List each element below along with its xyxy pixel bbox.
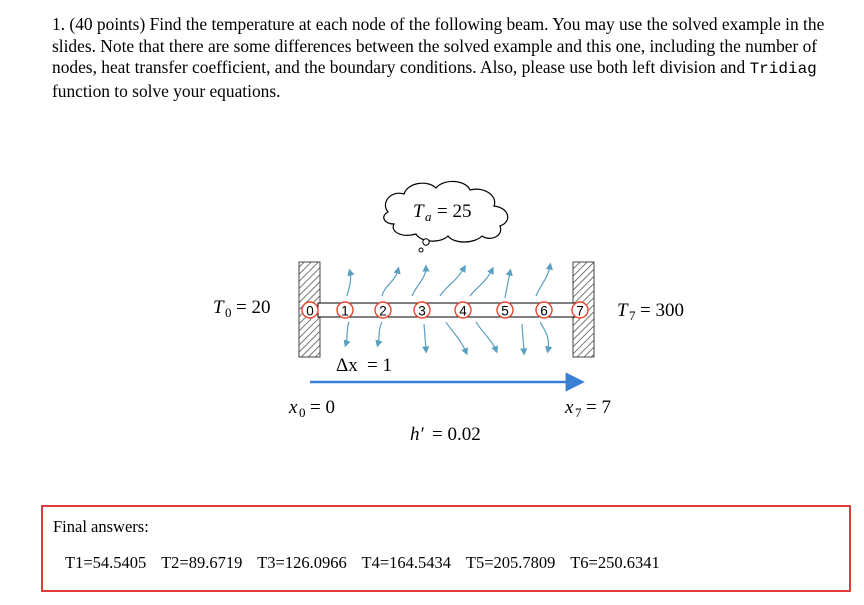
heat-arrows-down [346,322,549,352]
h-symbol: h′ [410,424,424,445]
answer-t5: T5=205.7809 [465,553,556,572]
answer-t2: T2=89.6719 [161,553,243,572]
node-4 [455,302,471,319]
node-label-1: 1 [341,303,349,319]
left-temp-subscript: 0 [225,305,232,320]
heat-arrows-up [347,266,550,298]
node-6 [536,302,552,319]
answer-t3: T3=126.0966 [257,553,347,572]
ambient-subscript: a [425,209,432,224]
final-answers-values [65,553,671,573]
node-2 [375,302,391,319]
node-1 [337,302,353,319]
problem-body-end: function to solve your equations. [52,80,281,101]
node-label-6: 6 [540,303,548,319]
ambient-value: = 25 [437,201,472,222]
node-label-7: 7 [576,303,584,319]
final-answers-box [41,505,851,592]
answer-t4: T4=164.5434 [361,553,452,572]
left-temp-value: = 20 [236,297,271,318]
x-end-subscript: 7 [575,405,582,420]
dx-symbol: Δx [336,355,358,376]
ambient-symbol: T [413,201,424,222]
node-label-5: 5 [501,303,509,319]
answer-t1: T1=54.5405 [65,553,147,572]
final-answers-title: Final answers: [53,517,149,536]
x-end-symbol: x [565,397,574,418]
node-5 [497,302,513,319]
right-temp-value: = 300 [640,300,684,321]
node-3 [414,302,430,319]
x-start-value: = 0 [310,397,335,418]
node-label-2: 2 [379,303,387,319]
node-0 [302,302,318,319]
x-end-value: = 7 [586,397,611,418]
answer-t6: T6=250.6341 [570,553,660,572]
node-label-3: 3 [418,303,426,319]
x-start-symbol: x [289,397,298,418]
right-temp-symbol: T [617,300,628,321]
node-7 [572,302,588,319]
x-start-subscript: 0 [299,405,306,420]
problem-points: (40 points) [69,14,146,34]
dx-value: = 1 [367,355,392,376]
problem-body: Find the temperature at each node of the following beam. You may use the solved example in the slides. Note that there are some differences between the solved example and this one, including the number of nodes, heat transfer coefficient, and the boundary conditions. Also, please use both left division and [52,14,825,78]
right-temp-subscript: 7 [629,308,636,323]
node-label-0: 0 [306,303,314,319]
problem-number: 1. [52,14,66,34]
left-temp-symbol: T [213,297,224,318]
node-label-4: 4 [459,303,467,319]
h-value: = 0.02 [432,424,481,445]
code-tridiag: Tridiag [749,60,817,79]
